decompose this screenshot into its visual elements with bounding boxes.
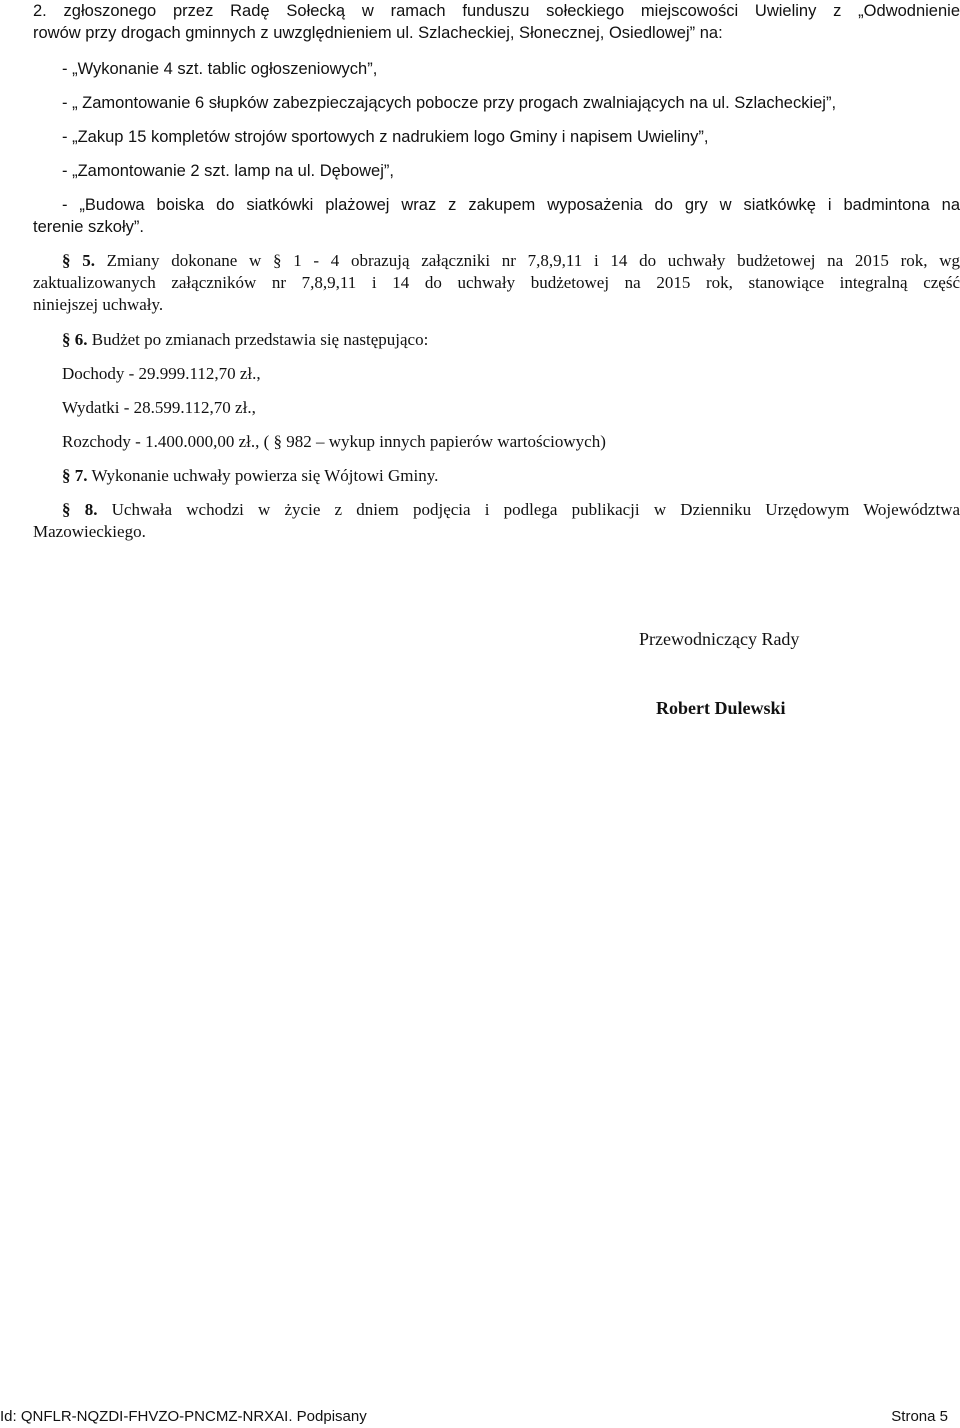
- item2-bullet-3: - „Zakup 15 kompletów strojów sportowych z nadrukiem logo Gminy i napisem Uwieliny”,: [62, 128, 709, 146]
- item2-line1: 2. zgłoszonego przez Radę Sołecką w ramach funduszu sołeckiego miejscowości Uwieliny z „Odwodnienie: [33, 2, 960, 20]
- item2-bullet-1: - „Wykonanie 4 szt. tablic ogłoszeniowych”,: [62, 60, 378, 78]
- item2-bullet-2: - „ Zamontowanie 6 słupków zabezpieczających pobocze przy progach zwalniających na ul. Szlacheckiej”,: [62, 94, 837, 112]
- paragraph-8-text: Uchwała wchodzi w życie z dniem podjęcia i podlega publikacji w Dzienniku Urzędowym Województwa: [111, 500, 960, 519]
- paragraph-7: [62, 465, 438, 487]
- paragraph-5-line2: zaktualizowanych załączników nr 7,8,9,11 i 14 do uchwały budżetowej na 2015 rok, stanowiące integralną część: [33, 273, 960, 292]
- footer-page-number: Strona 5: [891, 1408, 948, 1425]
- paragraph-6: [62, 329, 428, 351]
- footer-document-id: Id: QNFLR-NQZDI-FHVZO-PNCMZ-NRXAI. Podpisany: [0, 1408, 367, 1425]
- signature-name: Robert Dulewski: [656, 698, 786, 718]
- paragraph-6-text: Budżet po zmianach przedstawia się następująco:: [91, 330, 429, 349]
- paragraph-5-line3: niniejszej uchwały.: [33, 295, 164, 314]
- budget-expenses: Wydatki - 28.599.112,70 zł.,: [62, 398, 256, 417]
- paragraph-8-line1: [62, 499, 960, 521]
- item2-line2: rowów przy drogach gminnych z uwzględnieniem ul. Szlacheckiej, Słonecznej, Osiedlowej” na:: [33, 24, 723, 42]
- budget-income: Dochody - 29.999.112,70 zł.,: [62, 364, 261, 383]
- paragraph-7-number: § 7.: [62, 466, 88, 485]
- paragraph-5-text: Zmiany dokonane w § 1 - 4 obrazują załączniki nr 7,8,9,11 i 14 do uchwały budżetowej na 2015 rok, wg: [106, 251, 960, 270]
- paragraph-8-number: § 8.: [62, 500, 98, 519]
- paragraph-7-text: Wykonanie uchwały powierza się Wójtowi Gminy.: [91, 466, 439, 485]
- item2-bullet-4: - „Zamontowanie 2 szt. lamp na ul. Dębowej”,: [62, 162, 394, 180]
- paragraph-5-line1: [62, 250, 960, 272]
- paragraph-6-number: § 6.: [62, 330, 88, 349]
- signature-title: Przewodniczący Rady: [639, 629, 800, 649]
- paragraph-5-number: § 5.: [62, 251, 95, 270]
- item2-bullet-5-line1: - „Budowa boiska do siatkówki plażowej wraz z zakupem wyposażenia do gry w siatkówkę i badmintona na: [62, 196, 960, 214]
- paragraph-8-line2: Mazowieckiego.: [33, 522, 146, 541]
- item2-bullet-5-line2: terenie szkoły”.: [33, 218, 144, 236]
- budget-outflows: Rozchody - 1.400.000,00 zł., ( § 982 – wykup innych papierów wartościowych): [62, 432, 606, 451]
